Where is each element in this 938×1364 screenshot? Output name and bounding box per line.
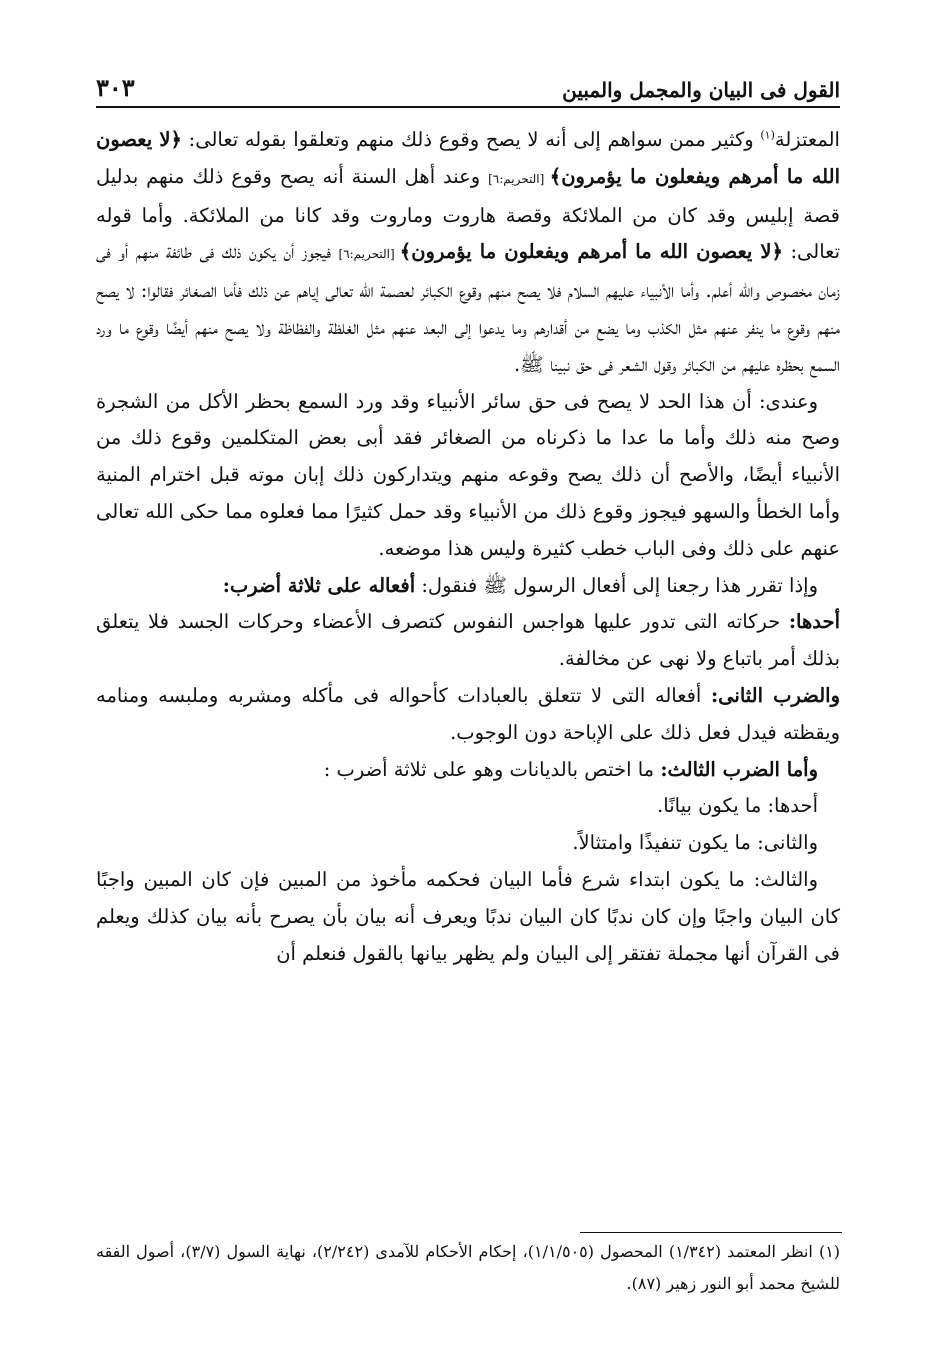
main-text [96, 122, 840, 972]
paragraph-4 [96, 604, 840, 678]
paragraph-2: وعندى: أن هذا الحد لا يصح فى حق سائر الأنبياء وقد ورد السمع بحظر الأكل من الشجرة وصح منه ذلك وأما ما عدا ما ذكرناه من الصغائر فقد أبى بعض المتكلمين وقوع ذلك من الأنبياء أيضًا، والأصح أن ذلك يصح وقوعه منهم ويتداركون ذلك إبان موته قبل اخترام المنية وأما الخطأ والسهو فيجوز وقوع ذلك من الأنبياء وقد حمل كثيرًا مما فعلوه مما حكى الله تعالى عنهم على ذلك وفى الباب خطب كثيرة وليس هذا موضعه. [96, 389, 840, 560]
text-run: وعند أهل السنة أنه يصح وقوع ذلك منهم بدليل قصة إبليس وقد كان من الملائكة وقصة هاروت وماروت وقد كانا من الملائكة. وأما قوله تعالى: [96, 164, 841, 264]
paragraph-5 [96, 678, 840, 752]
verse-reference: [التحريم:٦] [338, 247, 400, 262]
footnote-1: (١) انظر المعتمد (١/٣٤٢) المحصول (١/١/٥٠٥)، إحكام الأحكام للآمدى (٢/٢٤٢)، نهاية السول (٣/٧)، أصول الفقه للشيخ محمد أبو النور زهير (٨٧). [96, 1242, 841, 1293]
quran-verse: ﴿لا يعصون الله ما أمرهم ويفعلون ما يؤمرون﴾ [399, 240, 783, 264]
footnotes [96, 1236, 840, 1300]
paragraph-9: والثالث: ما يكون ابتداء شرع فأما البيان فحكمه مأخوذ من المبين فإن كان المبين واجبًا كان البيان واجبًا وإن كان ندبًا كان البيان ندبًا ويعرف أنه بيان بأن يصرح بأنه بيان كذلك ويعلم فى القرآن أنها مجملة تفتقر إلى البيان ولم يظهر بيانها بالقول فنعلم أن [96, 867, 840, 965]
footnote-separator [580, 1232, 842, 1233]
bold-text: أفعاله على ثلاثة أضرب: [222, 573, 416, 597]
text-run: وإذا تقرر هذا رجعنا إلى أفعال الرسول ﷺ فنقول: [415, 573, 818, 597]
paragraph-3 [96, 568, 840, 605]
paragraph-7: أحدها: ما يكون بيانًا. [657, 794, 818, 818]
running-header [96, 68, 840, 108]
paragraph-6 [96, 752, 840, 789]
book-page [96, 68, 840, 1364]
text-run: أفعاله التى لا تتعلق بالعبادات كأحواله فى مأكله ومشربه وملبسه ومنامه ويقظته فيدل فعل ذلك على الإباحة دون الوجوب. [96, 683, 840, 744]
section-lead: أحدها: [788, 610, 840, 634]
verse-reference: [التحريم:٦] [488, 171, 550, 186]
page-number: ٣٠٣ [96, 73, 135, 102]
section-lead: والضرب الثانى: [710, 683, 840, 707]
text-run: فيجوز أن يكون ذلك فى طائفة منهم أو فى زمان مخصوص والله أعلم. وأما الأنبياء عليهم السلام فلا يصح منهم وقوع الكبائر لعصمة الله تعالى إياهم عن ذلك فأما الصغائر فقالوا: لا يصح منهم وقوع ما ينفر عنهم مثل الكذب وما يضع من أقدارهم وما يدعوا إلى البعد عنهم مثل الغلظة والفظاظة ولا يصح منهم أيضًا وقوع ما ورد السمع بحظره عليهم من الكبائر وقول الشعر فى حق نبينا ﷺ. [96, 240, 840, 376]
section-lead: وأما الضرب الثالث: [660, 757, 818, 781]
quran-verse: ﴿لا يعصون الله ما أمرهم ويفعلون ما يؤمرون﴾ [96, 128, 840, 188]
text-run: ما اختص بالديانات وهو على ثلاثة أضرب : [323, 757, 661, 781]
text-run: وكثير ممن سواهم إلى أنه لا يصح وقوع ذلك منهم وتعلقوا بقوله تعالى: [181, 128, 761, 151]
paragraph-8: والثانى: ما يكون تنفيذًا وامتثالاً. [572, 831, 818, 855]
paragraph-1 [96, 122, 840, 384]
running-title: القول فى البيان والمجمل والمبين [562, 78, 840, 102]
text-run: المعتزلة [774, 128, 840, 151]
footnote-marker: (١) [760, 128, 775, 142]
text-run: حركاته التى تدور عليها هواجس النفوس كتصرف الأعضاء وحركات الجسد فلا يتعلق بذلك أمر باتباع ولا نهى عن مخالفة. [96, 610, 840, 671]
